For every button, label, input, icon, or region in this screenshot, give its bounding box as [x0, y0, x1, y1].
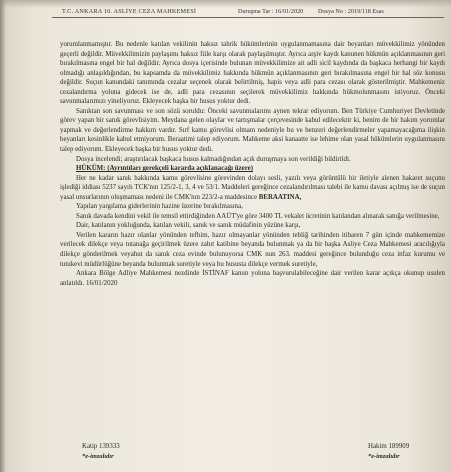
judge-signature [368, 442, 409, 462]
clerk-signature [82, 442, 120, 462]
clerk-e-sign: *e-imzalıdır [82, 453, 114, 460]
paragraph-presence: Dair, katılanın yokluğunda, katılan vekili, sanık ve sanık müdafinin yüzüne karşı, [76, 222, 301, 230]
paragraph-appeal-court: Ankara Bölge Adliye Mahkemesi nezdinde İSTİNAF kanun yoluna başvurulabileceğine dair verilen karar açıkça okunup usulen anlatıldı. 16/01/2020 [60, 270, 445, 287]
judge-e-sign: *e-imzalıdır [368, 453, 400, 460]
paragraph-verdict [60, 174, 445, 203]
header-divider [52, 17, 444, 18]
judge-title: Hakim 189909 [368, 443, 410, 450]
paragraph-final-word: Sanıktan son savunması ve son sözü soruldu: Önceki savunmalarımı aynen tekrar ediyorum. Ben Türkiye Cumhuriyet Devletinde görev yapan bir sanık görevlisiyim. Meydana gelen olaylar ve tartışmalar çerçevesinde kabul edilecektir ki, benim de bir hakım yorumlar yapmak ve değerlendirme hakkım vardır. Sırf kamu görevlisi olmam nedeniyle bu ve benzeri değerlendirmeler yapamayacağıma ilişkin beyanları kesinlikle kabul etmiyorum. Beraatimi talep ediyorum. Mahkeme aksi kanaatte ise lehime olan yasal hükümlerin uygulanmasını talep ediyorum. Ekleyecek başka bir husus yoktur dedi. [60, 107, 445, 154]
paragraph-appeal-procedure: Verilen kararın hazır olanlar yönünden tefhim, hazır olmayanlar yönünden tebliğ tarihinden itibaren 7 gün içinde mahkememize verilecek dilekçe veya tutanağa geçirilmek üzere zabıt katibine beyanda bulunmak ya da bir başka Asliye Ceza Mahkemesi aracılığıyla dilekçe gönderilmek veyahut da sanık ceza evinde bulunuyorsa CMK nun 263. maddesi gereğince bulunduğu ceza infaz kurumu ve tutukevi müdürlüğüne beyanda bulunmak suretiyle veya bu hususta dilekçe vermek suretiyle, [60, 231, 445, 268]
court-name: T.C. ANKARA 10. ASLİYE CEZA MAHKEMESİ [62, 8, 197, 15]
verdict-text: Her ne kadar sanık hakkında kamu görevlisine görevinden dolayı sesli, yazılı veya görüntülü bir iletiyle alenen hakaret suçunu işlediği iddiası 5237 sayılı TCK'nın 125/2-1, 3, 4 ve 53/1. Maddeleri gereğince cezalandırılması talebi ile kamu davası açılmış ise de suçun yasal unsurlarının oluşmaması nedeni ile CMK'nın 223/2-a maddesince [60, 174, 445, 201]
paragraph-defense-statement: yorumlanmamıştır. Bu nedenle katılan vekilinin haksız tahrik hükümlerinin uygulanmamasına dair beyanları müvekkilimiz yönünden geçerli değildir. Müvekkilimizin paylaşımı haksız fiile karşı olarak paylaşılmıştır. Ayrıca arşiv kaydı kanunen hükmün açıklanmasının geri bırakılmasına engel bir hal değildir. Ayrıca dosya içerisinde bulunan müvekkilimize ait adli sicil kaydında da başkaca herhangi bir kaydı olmadığı anlaşıldığından, bu kapsamda da müvekkilimiz hakkında hükmün açıklanmasının geri bırakılmasına engel bir hal söz konusu değildir. Suçun kanundaki tanımında cezalar seçenek olarak belirtilmiş, hapis veya adli para cezası olarak gösterilmiştir. Mahkemeniz cezalandırma yoluna gidecek ise de, adli para cezasının seçilerek müvekkilimiz hakkında hükmolunmasını istiyoruz. Önceki savunmalarımızı yineliyoruz. Ekleyecek başka bir husus yoktur dedi. [60, 41, 445, 106]
paragraph-attorney-fee: Sanık davada kendini vekil ile temsil ettirdiğinden AAÜT'ye göre 3400 TL vekalet ücretinin katılandan alınarak sanığa verilmesine, [76, 212, 440, 220]
paragraph-hearing-closed: Dosya incelendi; araştırılacak başkaca husus kalmadığından açık duruşmaya son verildiği bildirildi. [76, 155, 351, 163]
hearing-date: Duruşma Tar : 16/01/2020 [238, 8, 304, 15]
page-shadow [0, 0, 451, 8]
hukum-heading [60, 164, 445, 174]
page-edge-shadow [0, 0, 6, 472]
hukum-title: HÜKÜM: (Ayrıntıları gerekçeli kararda açıklanacağı üzere) [76, 165, 254, 173]
clerk-title: Katip 139333 [82, 443, 120, 450]
acquittal-word: BERAATINA, [258, 193, 302, 201]
file-number: Dosya No : 2019/118 Esas [318, 8, 384, 15]
paragraph-costs: Yapılan yargılama giderlerinin hazine üzerine bırakılmasına, [76, 203, 243, 211]
document-body [60, 40, 445, 288]
